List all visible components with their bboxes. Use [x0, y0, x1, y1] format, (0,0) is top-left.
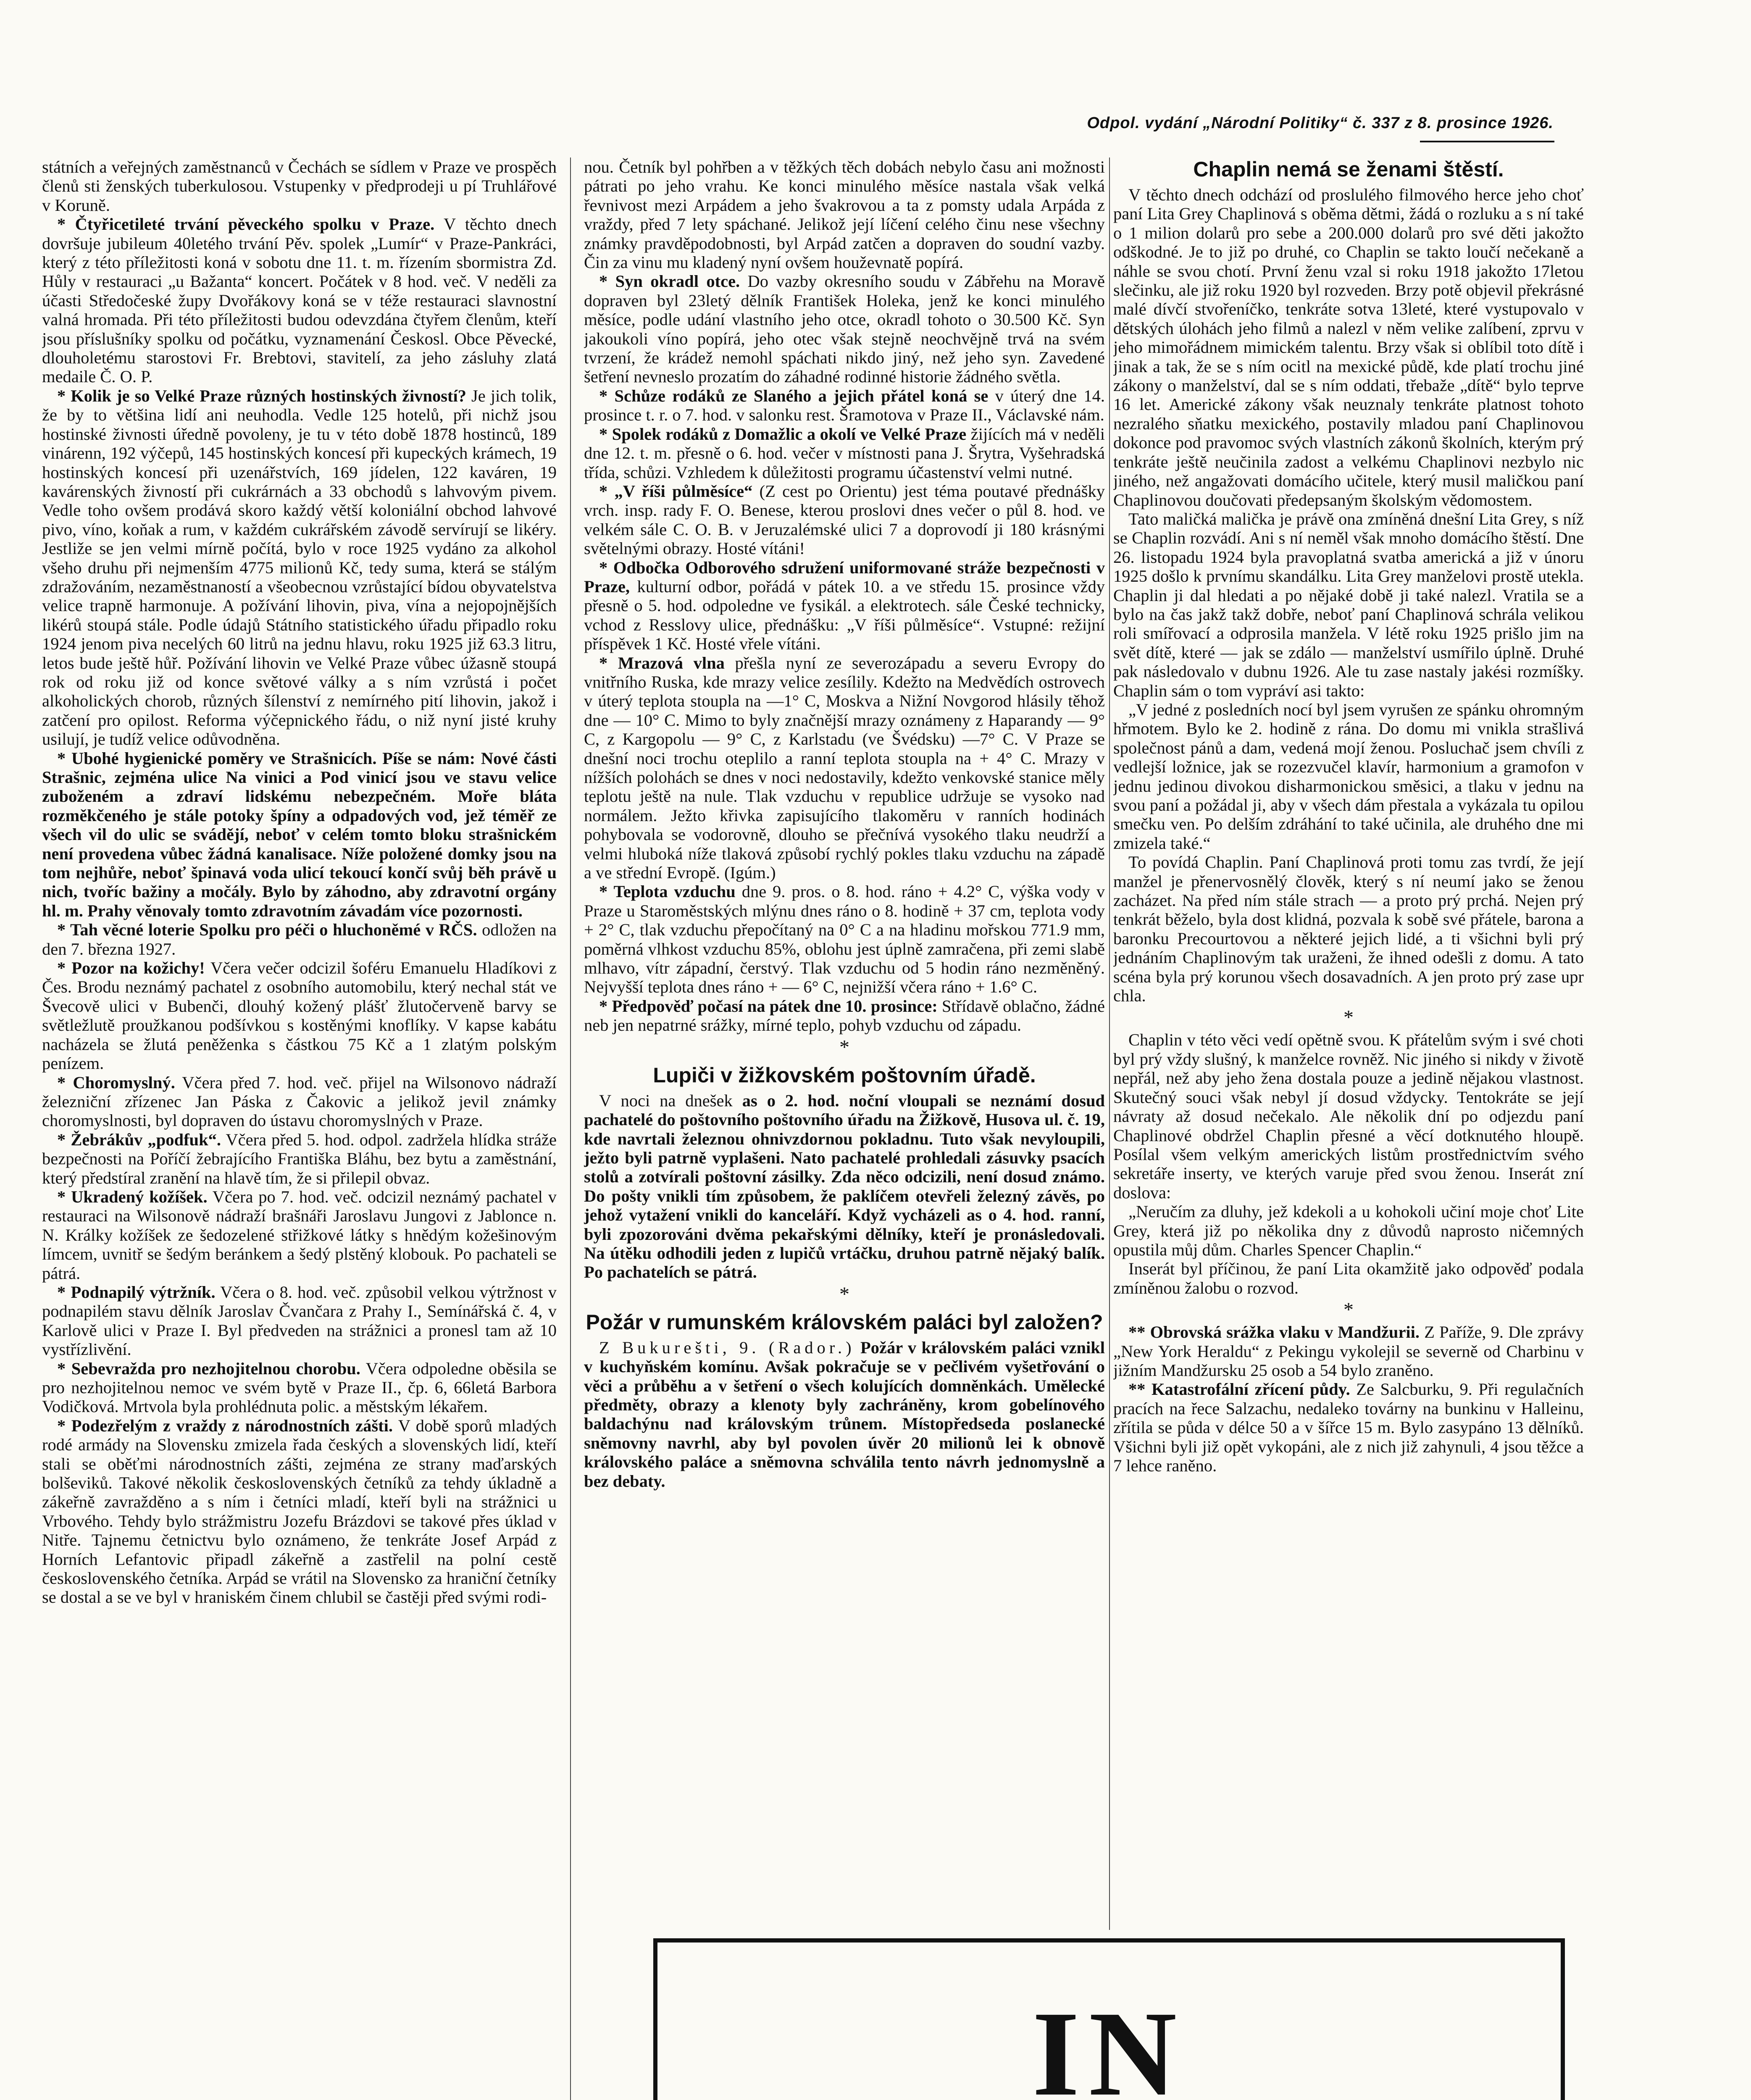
article-text: Včera o 8. hod. več. způsobil velkou výtržnost v podnapilém stavu dělník Jaroslav Čvančara z Prahy I., Semínářská č. 4, v Karlově ulici v Praze I. Byl předveden na strážnici a pronesl tam až 10 vystřízlivění. [42, 1282, 557, 1359]
headline-chaplin: Chaplin nemá se ženami štěstí. [1193, 158, 1504, 181]
article-headline: * Odbočka Odborového sdružení uniformované stráže bezpečnosti v Praze, [584, 558, 1105, 596]
article-text: Včera po 7. hod. več. odcizil neznámý pachatel v restauraci na Wilsonově nádraží brašnáři Jaroslavu Jungovi z Jablonce n. N. Králky kožíšek ze šedozelené střižkové látky s hnědým kožešinovým límcem, uvnitř se šedým beránkem a šedý plstěný klobouk. Po pachateli se pátrá. [42, 1187, 557, 1283]
column-3 [1113, 158, 1584, 1959]
article-headline: * Pozor na kožichy! [57, 958, 205, 978]
article [584, 482, 1105, 558]
article [42, 1187, 557, 1283]
article-headline: ** Katastrofální zřícení půdy. [1128, 1380, 1350, 1399]
article [42, 749, 557, 921]
ad-title: IN [1032, 1986, 1186, 2100]
article-headline: * Tah věcné loterie Spolku pro péči o hluchoněmé v RČS. [57, 920, 477, 940]
article [42, 1130, 557, 1187]
article-lead: Z Bukurešti, 9. (Rador.) [599, 1338, 855, 1357]
article [1113, 1323, 1584, 1380]
column-divider-2 [1109, 158, 1110, 1930]
article-headline: * Čtyřicetileté trvání pěveckého spolku v Praze. [57, 215, 435, 234]
article-headline: * Podezřelým z vraždy z národnostních zášti. [57, 1416, 393, 1435]
article [42, 1283, 557, 1359]
section-separator: * [839, 1036, 849, 1058]
article [42, 958, 557, 1073]
article-headline: ** Obrovská srážka vlaku v Mandžurii. [1128, 1323, 1420, 1342]
in-memoriam-ad [653, 1938, 1565, 2100]
article-headline: * „V říši půlměsíce“ [599, 481, 753, 501]
column-2 [584, 158, 1105, 2100]
article-text: „V jedné z posledních nocí byl jsem vyrušen ze spánku ohromným hřmotem. Bylo ke 2. hodině z rána. Do domu mi vnikla strašlivá společnost pánů a dam, vedená mojí ženou. Posluchač jsem chvíli z vedlejší ložnice, jak se rozezvučel klavír, harmonium a gramofon v jednu jedinou divokou disharmonickou směsici, a tlaku v jednu na svou paní a požádal ji, aby v všech dám přestala a vykázala tu opilou smečku ven. Po delším zdráhání to také učinila, ale druhého dne mi zmizela také.“ [1113, 700, 1584, 853]
article-headline: * Spolek rodáků z Domažlic a okolí ve Velké Praze [599, 424, 967, 444]
article-text: V době sporů mladých rodé armády na Slovensku zmizela řada českých a slovenských lidí, kteří stali se oběťmi národnostních zášti, zejména ze strany maďarských bolševiků. Takové několik československých četníků za tehdy úkladně a zákeřně zavražděno a s ním i četníci mladí, kteří byli na strážnici u Vrbového. Tehdy bylo strážmistru Jozefu Brázdovi se takové přes úklad v Nitře. Tajnemu četnictvu bylo oznámeno, že tenkráte Josef Arpád z Horních Lefantovic připadl zákeřně a zastřelil na polní cestě československého četníka. Arpád se vrátil na Slovensko za hraniční četníky se dostal a se ve byl v hraniském činem chlubil se častěji před svými rodi- [42, 1416, 557, 1607]
article [584, 386, 1105, 425]
article [42, 1073, 557, 1130]
article [584, 882, 1105, 996]
section-separator: * [839, 1283, 849, 1305]
article-text: Nové části Strašnic, zejména ulice Na vinici a Pod vinicí jsou ve stavu velice zuboženém a zdraví lidskému nebezpečném. Moře bláta rozměkčeného je stále potoky špíny a odpadových vod, jež téměř ze všech vil do ulic se svádějí, neboť v celém tomto bloku strašnickém není provedena vůbec žádná kanalisace. Níže položené domky jsou na tom nejhůře, neboť špinavá voda ulicí tekoucí končí svůj běh právě u nich, tvoříc bažiny a močály. Bylo by záhodno, aby zdravotní orgány hl. m. Prahy věnovaly tomto zdravotním závadám více pozornosti. [42, 748, 557, 920]
column-divider-1 [570, 158, 571, 2100]
header-rule [1420, 141, 1554, 142]
article [584, 558, 1105, 654]
article-text: To povídá Chaplin. Paní Chaplinová proti tomu zas tvrdí, že její manžel je přenervosnělý člověk, který s ní neumí jako se ženou zacházet. Na před ním stále strach — a proto prý prchá. Nejen prý tenkrát běželo, byla dost klidná, pozvala k sobě své přátele, barona a baronku Precourtovou a některé jejich lidé, a ti všichni byli prý jednáním Chaplinovým tak uraženi, že ihned odešli z domu. A tato scéna byla prý korunou všech dosavadních. A jen proto prý zase upr chla. [1113, 853, 1584, 1005]
article-text: Ze Salcburku, 9. Při regulačních pracích na řece Salzachu, nedaleko továrny na bunkinu v Halleinu, zřítila se půda v délce 50 a v šířce 15 m. Bylo zasypáno 13 dělníků. Všichni byli již opět vykopáni, ale z nich již zahynuli, 4 jsou těžce a 7 lehce raněno. [1113, 1380, 1584, 1475]
article [584, 997, 1105, 1035]
article [42, 215, 557, 386]
article [42, 386, 557, 749]
article [42, 1416, 557, 1607]
article-text: V těchto dnech odchází od proslulého filmového herce jeho choť paní Lita Grey Chaplinová s oběma dětmi, žádá o rozluku a s ní také o 1 milion dolarů pro sebe a 200.000 dolarů pro své děti jakožto odškodné. Je to již po druhé, co Chaplin se takto loučí nečekaně a náhle se svou chotí. První ženu vzal si roku 1918 jakožto 17letou slečinku, ale již roku 1920 byl rozveden. Brzy potě objevil překrásné malé dívčí stvořeníčko, tenkráte sotva 13leté, které vystupovalo v dětských úlohách jeho filmů a nalezl v něm velike zalíbení, zprvu v jeho mimořádnem mimickém talentu. Brzy však si oblíbil toto dítě i jinak a tak, že se s ním ocitl na mexické půdě, kde platí trochu jiné zákony o manželství, dal se s ním oddati, třebaže „dítě“ bylo teprve 16 let. Americké zákony však neuznaly tenkráte platnost tohoto nezralého sňatku mexického, postavily mladou paní Chaplinovou dokonce pod pravomoc svých vlastních zákonů školních, kterým prý tenkráte ještě neučinila zadost a velkému Chaplinovi nezbylo nic jiného, než angažovati domácího učitele, který musil maličkou paní Chaplinovou doučovati předepsaným školským vědomostem. [1113, 185, 1584, 509]
article-text: žijících má v neděli dne 12. t. m. přesně o 6. hod. večer v místnosti pana J. Šrytra, Vyšehradská třída, schůzi. Vzhledem k důležitosti programu účastenství velmi nutné. [584, 424, 1105, 482]
article-headline: * Schůze rodáků ze Slaného a jejich přátel koná se [599, 386, 989, 405]
article-lead: V noci na dnešek [599, 1091, 733, 1110]
article-headline: * Teplota vzduchu [599, 882, 736, 901]
article-text: Tato maličká malička je právě ona zmíněná dnešní Lita Grey, s níž se Chaplin rozvádí. Ani s ní neměl však mnoho domácího štěstí. Dne 26. listopadu 1924 byla pravoplatná svatba americká a již v únoru 1925 došlo k prvnímu skandálku. Lita Grey manželovi prostě utekla. Chaplin ji dal hledati a po nějaké době ji také nalezl. Vratila se a bylo na čas jakž takž dobře, neboť paní Chaplinová schrála velikou roli smířovací a odprosila manžela. V létě roku 1925 prišlo jim na svět dítě, které — jak se zdálo — manželství usmířilo úplně. Druhé pak následovalo v dubnu 1926. Ale tu zase nastaly jakési rozmíšky. Chaplin sám o tom vypráví asi takto: [1113, 509, 1584, 700]
article-text: Do vazby okresního soudu v Zábřehu na Moravě dopraven byl 23letý dělník František Holeka, jenž ke konci minulého měsíce, podle udání vlastního jeho otce, okradl tohoto o 30.500 Kč. Syn jakoukoli víno popírá, jeho otec však stejně neochvějně trvá na svém tvrzení, že krádež nemohl spáchati nikdo jiný, než jeho syn. Zavedené šetření nevneslo prozatím do záhadné rodinné historie žádného světla. [584, 272, 1105, 386]
article-headline: * Mrazová vlna [599, 653, 725, 672]
article-text: odložen na den 7. března 1927. [42, 920, 557, 958]
article-headline: * Ubohé hygienické poměry ve Strašnicích. Píše se nám: [57, 748, 476, 768]
section-separator: * [1343, 1006, 1354, 1029]
article [584, 1338, 1105, 1491]
article-headline: * Kolik je so Velké Praze různých hostinských živností? [57, 386, 466, 405]
article [1113, 1380, 1584, 1475]
article-text: (Z cest po Orientu) jest téma poutavé přednášky vrch. insp. rady F. O. Benese, kterou proslovi dnes večer o půl 8. hod. ve velkém sále C. O. B. v Jeruzalémské ulici 7 a doprovodí ji 180 krásnými světelnými obrazy. Hosté vítáni! [584, 481, 1105, 558]
page-header: Odpol. vydání „Národní Politiky“ č. 337 z 8. prosince 1926. [1087, 114, 1554, 132]
article-headline: * Předpověď počasí na pátek dne 10. prosince: [599, 996, 938, 1016]
article-text: nou. Četník byl pohřben a v těžkých těch dobách nebylo času ani možnosti pátrati po jeho vrahu. Ke konci minulého měsíce nastala však velká řevnivost mezi Arpádem a jeho švakrovou a ta z pomsty udala Arpáda z vraždy, před 7 lety spáchané. Jelikož její líčení celého činu nese všechny známky pravděpodobnosti, byl Arpád zatčen a dopraven do soudní vazby. Čin za vinu mu kladený nyní ovšem houževnatě popírá. [584, 158, 1105, 272]
column-1 [42, 158, 557, 2100]
article-text: Požár v královském paláci vznikl v kuchyňském komínu. Avšak pokračuje se v pečlivém vyšetřování o věci a průběhu a v šetření o všech kolujících domněnkách. Umělecké předměty, obrazy a klenoty byly zachráněny, krom gobelínového baldachýnu nad královským trůnem. Místopředseda poslanecké sněmovny navrhl, aby byl povolen úvěr 20 milionů lei k obnově královského paláce a sněmovna schválila tento návrh jednomyslně a bez debaty. [584, 1338, 1105, 1491]
article-text: dne 9. pros. o 8. hod. ráno + 4.2° C, výška vody v Praze u Staroměstských mlýnu dnes ráno o 8. hodině + 37 cm, teplota vody + 2° C, tlak vzduchu přepočítaný na 0° C a na hladinu mořskou 771.9 mm, poměrná vlhkost vzduchu 85%, oblohu jest úplně zamračena, při zemi slabě mlhavo, vítr západní, čerstvý. Tlak vzduchu od 5 hodin ráno nezměněný. Nejvyšší teplota dnes ráno + — 6° C, nejnižší včera ráno + 1.6° C. [584, 882, 1105, 997]
article-text: kulturní odbor, pořádá v pátek 10. a ve středu 15. prosince vždy přesně o 5. hod. odpoledne ve fysikál. a elektrotech. sále České technicky, vchod z Resslovy ulice, přednášku: „V říši půlměsíce“. Vstupné: režijní příspěvek 1 Kč. Hosté vřele vítáni. [584, 577, 1105, 654]
article-text: Včera odpoledne oběsila se pro nezhojitelnou nemoc ve svém bytě v Praze II., čp. 6, 66letá Barbora Vodičková. Mrtvola byla prohlédnuta polic. a městským lékařem. [42, 1359, 557, 1416]
article-headline: * Sebevražda pro nezhojitelnou chorobu. [57, 1359, 360, 1378]
article [584, 1091, 1105, 1282]
article-text: Včera před 7. hod. več. přijel na Wilsonovo nádraží železniční zřízenec Jan Páska z Čakovic a jelikož jevil známky choromyslnosti, byl dopraven do ústavu choromyslných v Praze. [42, 1073, 557, 1130]
article-headline: * Syn okradl otce. [599, 272, 740, 291]
article-headline: * Choromyslný. [57, 1073, 175, 1092]
article [584, 272, 1105, 386]
article-text: Včera před 5. hod. odpol. zadržela hlídka stráže bezpečnosti na Poříčí žebrajícího Františka Bláhu, bez bytu a zaměstnání, který předstíral zranění na hlavě tím, že si přilepil obvaz. [42, 1130, 557, 1187]
article-text: státních a veřejných zaměstnanců v Čechách se sídlem v Praze ve prospěch členů sti ženských tuberkulosou. Vstupenky v předprodeji u pí Truhlářové v Koruně. [42, 158, 557, 215]
article-text: „Neručím za dluhy, jež kdekoli a u kohokoli učiní moje choť Lite Grey, která již po několika dny z důvodů naprosto ničemných opustila můj dům. Charles Spencer Chaplin.“ [1113, 1202, 1584, 1259]
article [584, 425, 1105, 482]
article-text: v úterý dne 14. prosince t. r. o 7. hod. v salonku rest. Šramotova v Praze II., Václavské nám. [584, 386, 1105, 425]
headline-romanian-palace-fire: Požár v rumunském královském paláci byl založen? [586, 1310, 1103, 1334]
article [584, 654, 1105, 882]
article-text: Inserát byl příčinou, že paní Lita okamžitě jako odpověď podala zmíněnou žalobu o rozvod. [1113, 1259, 1584, 1297]
article-text: Je jich tolik, že by to většina lidí ani neuhodla. Vedle 125 hotelů, při nichž jsou hostinské živnosti úředně povoleny, je tu v této době 1878 hostinců, 189 vinárenn, 192 výčepů, 145 hostinských koncesí při kupeckých krámech, 19 hostinských koncesí při uzenářstvích, 169 jídelen, 122 kaváren, 19 kavárenských živností při cukrárnách a 33 obchodů s lahvovým pivem. Vedle toho ovšem prodává skoro každý větší koloniální obchod lahvové pivo, víno, koňak a rum, v každém cukrářském závodě servírují se likéry. Jestliže se jen velmi mírně počítá, bylo v roce 1925 vydáno za alkohol všeho druhu při nejmenším 4775 milionů Kč, tedy suma, která se stálým zdražováním, nezaměstnaností a všeobecnou vzrůstající bídou obyvatelstva velice trapně harmonuje. A požívání lihovin, piva, vína a nejopojnějších likérů stoupá stále. Podle údajů Státního statistického úřadu připadlo roku 1924 jenom piva necelých 60 litrů na jednu hlavu, roku 1925 již 63.3 litru, letos bude ještě hůř. Požívání lihovin ve Velké Praze vůbec úžasně stoupá rok od roku již od konce světové války a s ním vzrůstá i počet alkoholických chorob, různých šílenství z nemírného pití lihovin, jakož i zatčení pro opilost. Reforma výčepnického řádu, o niž nyní jisté kruhy usilují, je tudíž velice odůvodněna. [42, 386, 557, 749]
article-text: Střídavě oblačno, žádné neb jen nepatrné srážky, mírné teplo, pohyb vzduchu od západu. [584, 996, 1105, 1035]
article-headline: * Podnapilý výtržník. [57, 1282, 216, 1302]
article-headline: * Žebrákův „podfuk“. [57, 1130, 221, 1149]
article-text: Včera večer odcizil šoféru Emanuelu Hladíkovi z Čes. Brodu neznámý pachatel z osobního automobilu, který nechal stát ve Švecově ulici v Bubenči, dlouhý kožený plášť žlutočerveně barvy se světležlutě proužkanou podšívkou s kostěnými knoflíky. V kapse kabátu nacházela se žlutá peněženka s částkou 75 Kč a 1 zlatým polským penízem. [42, 958, 557, 1073]
article-text: V těchto dnech dovršuje jubileum 40letého trvání Pěv. spolek „Lumír“ v Praze-Pankráci, který z této příležitosti koná v sobotu dne 11. t. m. řízením sbormistra Zd. Hůly v restauraci „u Bažanta“ koncert. Počátek v 8 hod. več. V neděli za účasti Středočeské župy Dvořákovy koná se v téže restauraci slavnostní valná hromada. Při této příležitosti budou odevzdána čtyřem členům, kteří jsou příslušníky spolku od počátku, vyznamenání Českosl. Obce Pěvecké, dlouholetému starostovi Fr. Brebtovi, stavitelí, za jeho zásluhy zlatá medaile Č. O. P. [42, 215, 557, 386]
article-text: Z Paříže, 9. Dle zprávy „New York Heraldu“ z Pekingu vykolejil se severně od Charbinu v jižním Mandžursku 25 osob a 54 bylo zraněno. [1113, 1323, 1584, 1380]
section-separator: * [1343, 1299, 1354, 1321]
article-text: přešla nyní ze severozápadu a severu Evropy do vnitřního Ruska, kde mrazy velice zesílily. Kdežto na Medvědích ostrovech v úterý teplota stoupla na —1° C, Moskva a Nižní Novgorod hlásily těhož dne — 10° C. Mimo to byly značnější mrazy oznámeny z Haparandy — 9° C, z Kargopolu — 9° C, z Karlstadu (ve Švédsku) —7° C. V Praze se dnešní noci trochu oteplilo a ranní teplota stoupla na + 4° C. Mrazy v nížších polohách se dnes v noci nedostavily, kdežto venkovské stanice měly teplotu ještě na nule. Tlak vzduchu v republice udržuje se vysoko nad normálem. Ježto křivka zapisujícího tlakoměru v ranních hodinách pohybovala se vodorovně, dlouho se přečnívá vysokého tlaku neudrží a velmi hluboká níže tlaková způsobí rychlý pokles tlaku vzduchu na západě a ve střední Evropě. (Igúm.) [584, 653, 1105, 882]
article [42, 1359, 557, 1416]
article-headline: * Ukradený kožíšek. [57, 1187, 208, 1206]
article-text: as o 2. hod. noční vloupali se neznámí dosud pachatelé do poštovního poštovního úřadu na Žižkově, Husova ul. č. 19, kde navrtali železnou ohnivzdornou pokladnu. Tuto však nevyloupili, ježto byli patrně vyplašeni. Nato pachatelé prohledali zásuvky psacích stolů a zotvírali poštovní zásilky. Zda něco odcizili, není dosud známo. Do pošty vnikli tím způsobem, že paklíčem otevřeli železný závěs, po jehož vytažení vnikli do kanceláří. Když vycházeli as o 4. hod. ranní, byli zpozorováni dvěma pekařskými dělníky, kteří je pronásledovali. Na útěku odhodili jeden z lupičů vrtáčku, druhou patrně nějaký balík. Po pachatelích se pátrá. [584, 1091, 1105, 1282]
headline-post-office-robbery: Lupiči v žižkovském poštovním úřadě. [653, 1063, 1036, 1087]
article-text: Chaplin v této věci vedí opětně svou. K přátelům svým i své choti byl prý vždy slušný, k manželce rovněž. Nic jiného si nikdy v životě nepřál, než aby jeho žena dostala pouze a jedině nějakou vlastnost. Skutečný souci však nebyl jí dosud vždycky. Tentokráte se její návraty až dosud nečekalo. Ale několik dní po odjezdu paní Chaplinové obdržel Chaplin přesné a věcí dotknutého hloupě. Posílal všem velkým amerických listům prostřednictvím svého sekretáře inserty, ve kterých varuje před svou ženou. Inserát zní doslova: [1113, 1030, 1584, 1202]
article [42, 920, 557, 958]
